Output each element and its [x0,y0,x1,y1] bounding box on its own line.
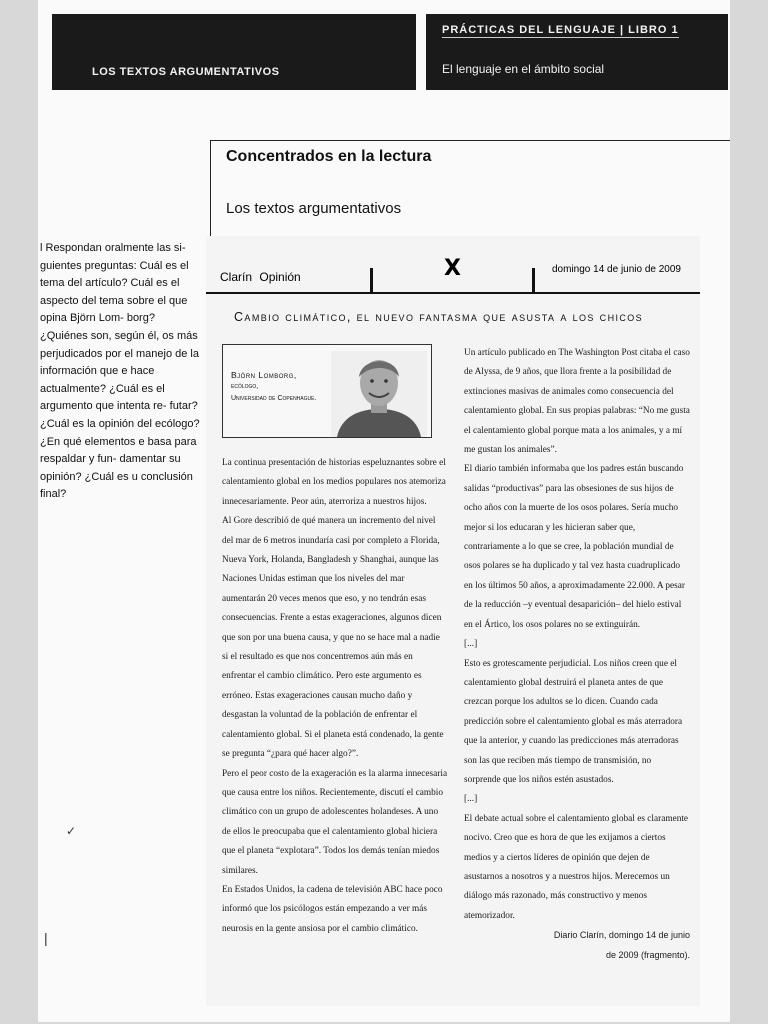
author-affiliation: Universidad de Copenhague. [231,395,317,402]
article-paragraph: El diario también informaba que los padres están buscando salidas “productivas” para las obsesiones de sus hijos de ocho años con la muerte de los osos polares. Sería mucho mejor si los educaran y les hicieran saber que, contrariamente a lo que se cree, la población mundial de osos polares se ha duplicado y tal vez hasta cuadruplicado en los últimos 50 años, a aproximadamente 22.000. A pesar de la reducción –y eventual desaparición– del hielo estival en el Ártico, los osos polares no se extinguirán. [464,464,686,630]
clipping-date: domingo 14 de junio de 2009 [552,264,681,275]
article-paragraph: El debate actual sobre el calentamiento global es claramente nocivo. Creo que es hora de que les exijamos a ciertos medios y a ciertos líderes de opinión que dejen de asustarnos a nosotros y a nuestros hijos. Merecemos un diálogo más razonado, más constructivo y menos atemorizador. [464,813,689,921]
section-label: LOS TEXTOS ARGUMENTATIVOS [92,66,280,78]
article-headline: Cambio climático, el nuevo fantasma que asusta a los chicos [234,310,644,324]
masthead-bar [370,268,373,292]
author-caption [231,369,316,405]
article-paragraph: Al Gore describió de qué manera un incremento del nivel del mar de 6 metros inundaría casi por completo a Florida, Nueva York, Holanda, Bangladesh y Shanghai, aunque las Naciones Unidas estiman que los niveles del mar aumentarán 20 veces menos que eso, y no tendrán esas consecuencias. Frente a estas exageraciones, algunos dicen que son por una buena causa, y que no se hace mal a nadie si el resultado es que nos concentremos aún más en enfrentar el cambio climático. Pero este argumento es erróneo. Estas exageraciones causan mucho daño y desgastan la voluntad de la población de enfrentar el calentamiento global. Si el planeta está condenado, la gente se pregunta “¿para qué hacer algo?”. [222,516,444,760]
activity-sidebar [40,240,200,504]
masthead [220,270,305,284]
header-band-left [52,14,416,90]
article-column-left [222,454,448,939]
author-box [222,344,432,438]
section-subtitle: Los textos argumentativos [226,200,402,217]
masthead-section: Opinión [259,270,301,284]
margin-mark: | [44,930,48,946]
source-line: de 2009 (fragmento). [605,949,690,960]
masthead-brand: Clarín [220,270,253,284]
ellipsis-mark: [...] [464,794,478,805]
article-column-right [464,344,690,965]
article-paragraph: Esto es grotescamente perjudicial. Los niños creen que el calentamiento global destruirá el planeta antes de que crezcan porque los adultos se lo dicen. Cuando cada predicción sobre el calentamiento global es más aterradora que la anterior, y cuando las predicciones más aterradoras son las que reciben más tiempo de transmisión, no sorprende que los niños estén asustados. [464,658,683,785]
author-role: ecólogo, [231,383,259,390]
masthead-logo-icon: X [444,256,461,281]
article-paragraph: En Estados Unidos, la cadena de televisión ABC hace poco informó que los psicólogos están empezando a ver más neurosis en la gente ansiosa por el cambio climático. [222,884,443,934]
series-label: PRÁCTICAS DEL LENGUAJE | LIBRO 1 [442,24,679,36]
chapter-label: El lenguaje en el ámbito social [442,62,605,76]
top-rule [210,140,730,141]
article-paragraph: Un artículo publicado en The Washington Post citaba el caso de Alyssa, de 9 años, que llora frente a la posibilidad de extinciones masivas de animales como consecuencia del calentamiento global. En sus propias palabras: “No me gusta el calentamiento global porque mata a los animales, y a mí me gustan los animales”. [464,348,690,456]
masthead-rule [206,292,700,294]
section-title: Concentrados en la lectura [226,148,432,165]
article-paragraph: Pero el peor costo de la exageración es la alarma innecesaria que causa entre los niños. Recientemente, discutí el cambio climático con un grupo de adolescentes holandeses. A uno de ellos le preocupaba que el calentamiento global hiciera que el planeta “explotara”. Todos los demás tenían miedos similares. [222,768,448,876]
article-paragraph: La continua presentación de historias espeluznantes sobre el calentamiento global en los medios populares nos atemoriza innecesariamente. Peor aún, aterroriza a nuestros hijos. [222,458,446,507]
header-band-right [426,14,728,90]
masthead-bar [532,268,535,292]
author-name: Björn Lomborg, [231,370,297,380]
author-photo [331,351,427,437]
ellipsis-mark: [...] [464,639,478,650]
activity-questions: l Respondan oralmente las si- guientes preguntas: Cuál es el tema del artículo? Cuál es el aspecto del tema sobre el que opina Björn Lom- borg? ¿Quiénes son, según él, os más perjudicados por el manejo de la información que e hace actualmente? ¿Cuál es el argumento que intenta re- futar? ¿Cuál es la opinión del ecólogo? ¿En qué elementos e basa para respaldar y fun- damentar su opinión? ¿Cuál es u conclusión final? [40,242,200,501]
source-line: Diario Clarín, domingo 14 de junio [553,930,690,941]
newspaper-clipping [206,236,700,1006]
margin-mark: ✓ [66,824,77,838]
